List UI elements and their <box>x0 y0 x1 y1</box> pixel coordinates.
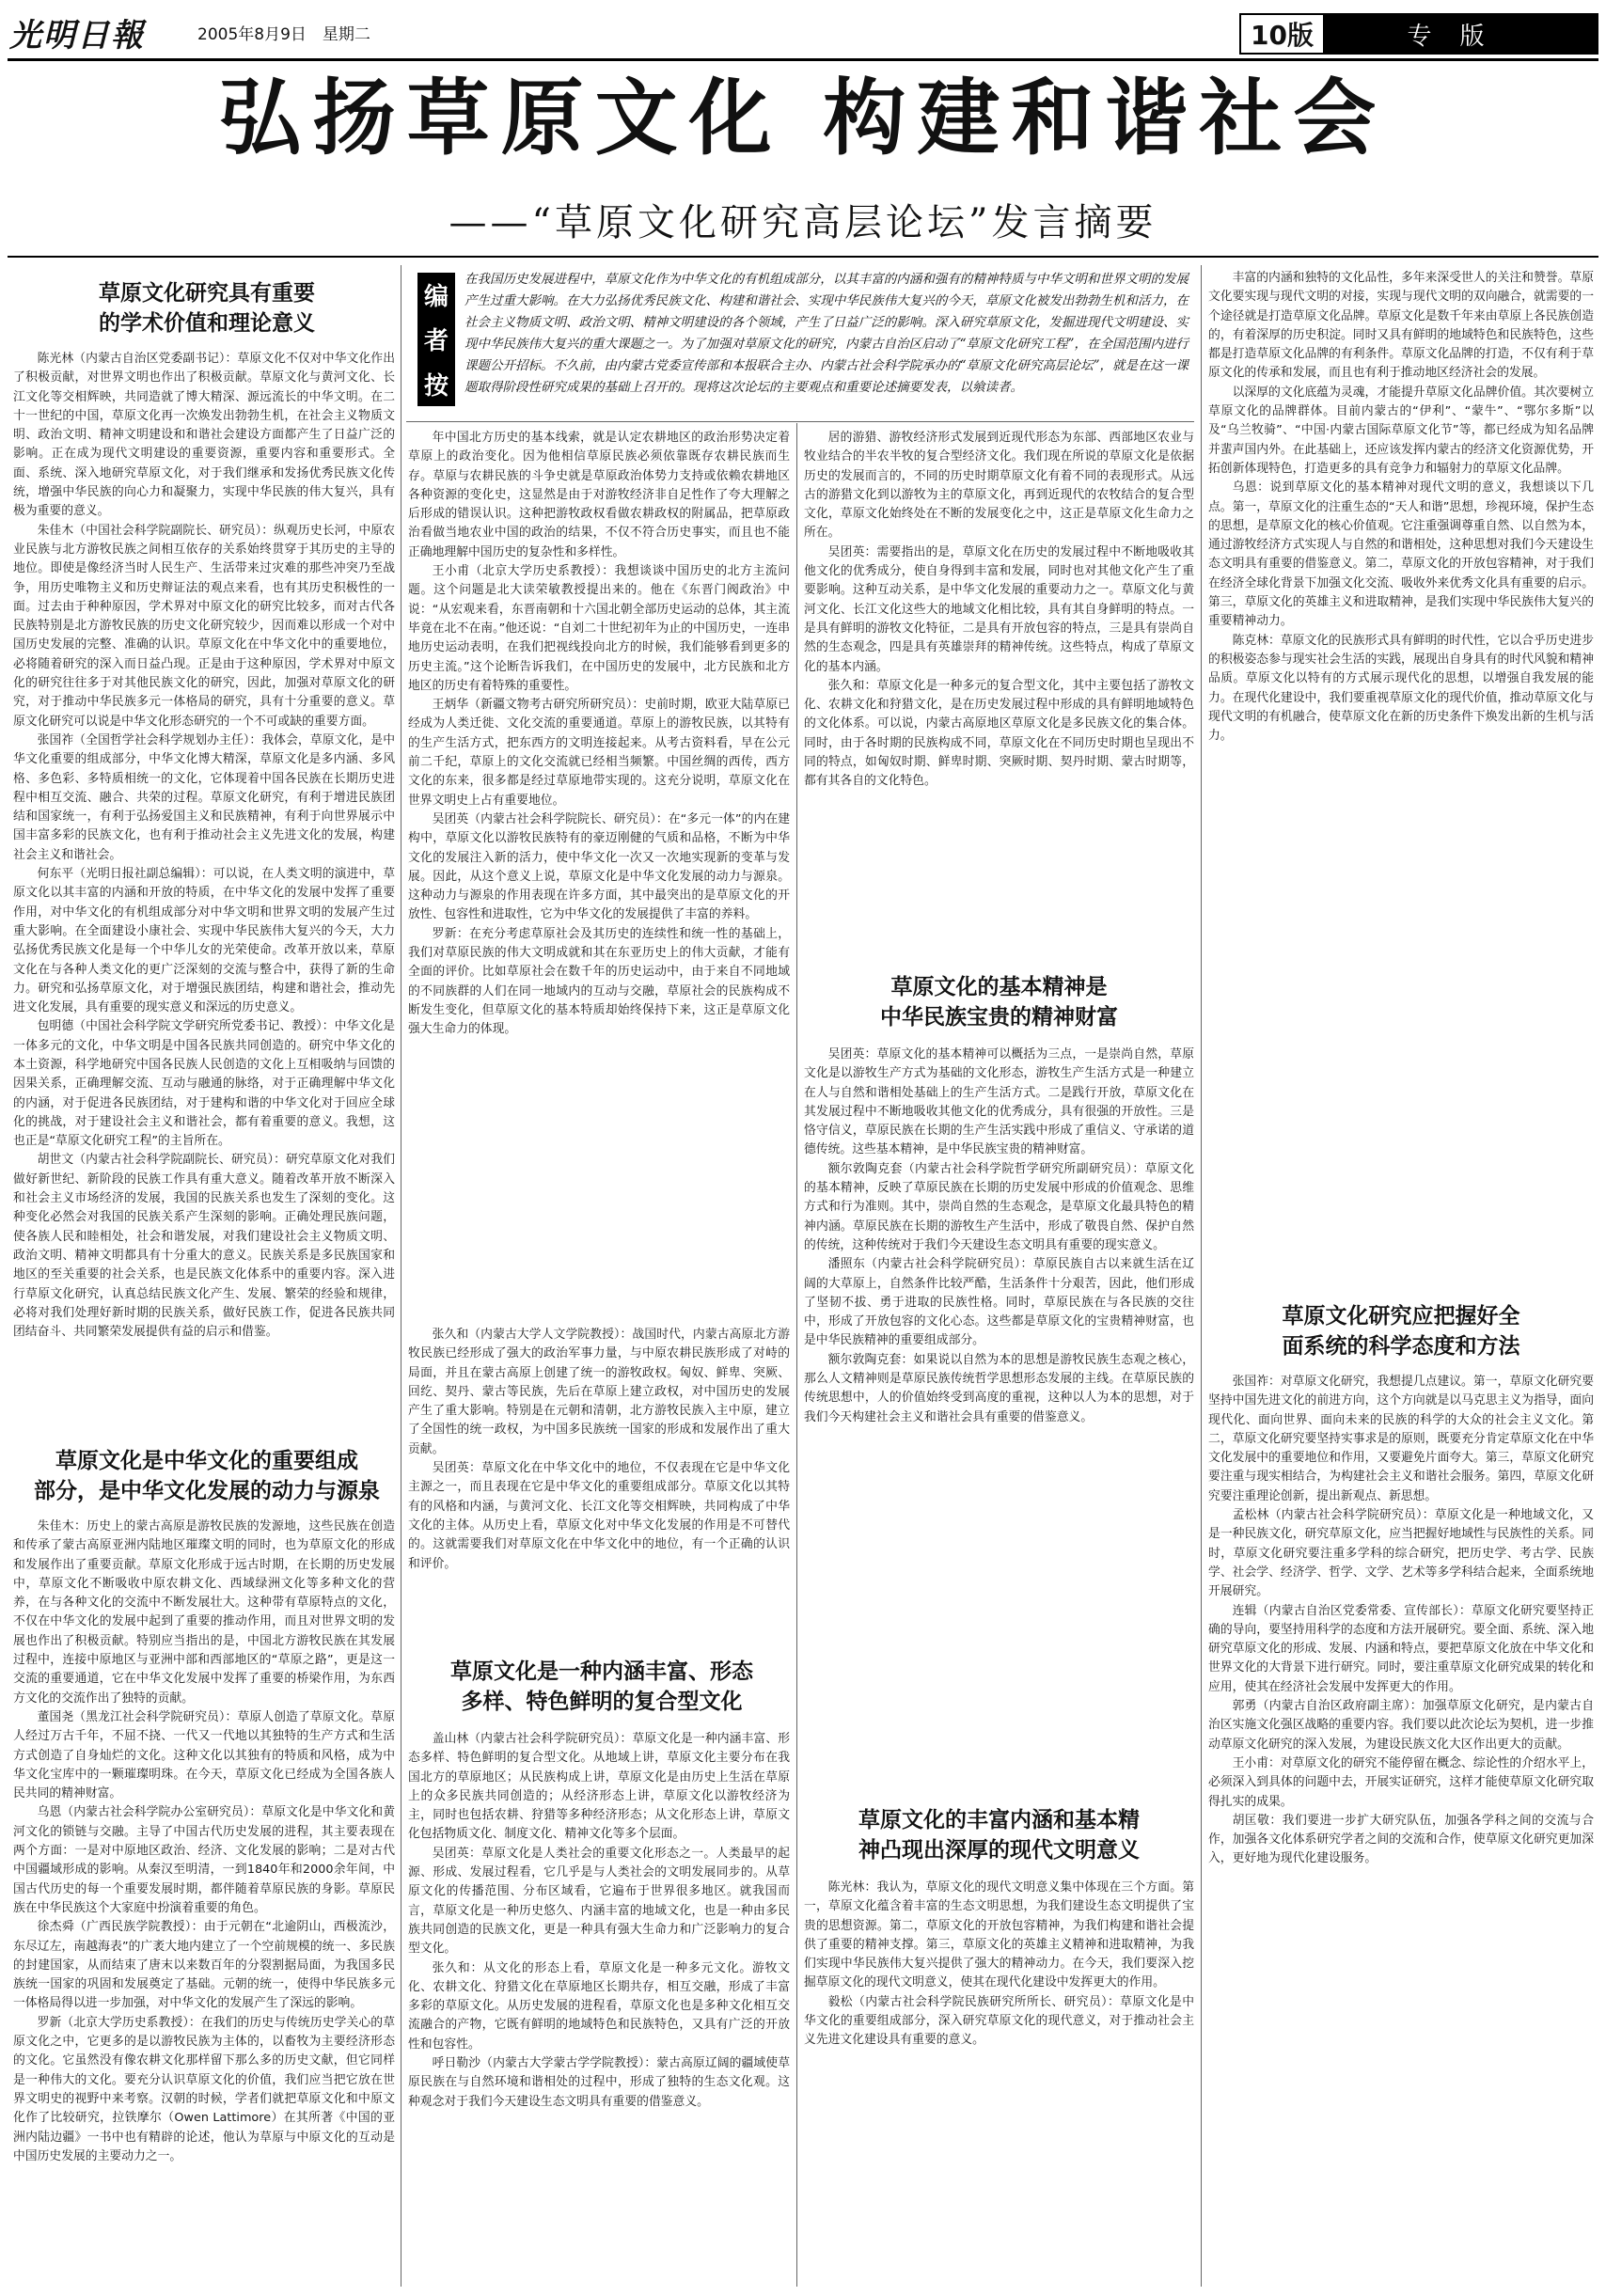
article-paragraph: 吴团英：需要指出的是，草原文化在历史的发展过程中不断地吸收其他文化的优秀成分，使自身得到丰富和发展，同时也对其他文化产生了重要影响。这种互动关系，是中华文化发展的重要动力之一。草原文化与黄河文化、长江文化这些大的地域文化相比较，具有其自身鲜明的特点。一是具有鲜明的游牧文化特征，二是具有开放包容的特点，三是具有崇尚自然的生态观念，四是具有英雄崇拜的精神传统。这些特点，构成了草原文化的基本内涵。 <box>804 544 1194 674</box>
article-paragraph: 额尔敦陶克套：如果说以自然为本的思想是游牧民族生态观之核心，那么人文精神则是草原民族传统哲学思想形态发展的主线。在草原民族的传统思想中，人的价值始终受到高度的重视，这种以人为本的思想，对于我们今天构建社会主义和谐社会具有重要的借鉴意义。 <box>804 1352 1194 1424</box>
article-paragraph: 朱佳木：历史上的蒙古高原是游牧民族的发源地，这些民族在创造和传承了蒙古高原亚洲内陆地区璀璨文明的同时，也为草原文化的形成和发展作出了重要贡献。草原文化形成于远古时期，在长期的历史发展中，草原文化不断吸收中原农耕文化、西域绿洲文化等多种文化的营养，在与各种文化的交流中不断发展壮大。这种带有草原特点的文化，不仅在中华文化的发展中起到了重要的推动作用，而且对世界文明的发展也作出了积极贡献。特别应当指出的是，中国北方游牧民族在其发展过程中，连接中原地区与亚洲中部和西部地区的“草原之路”，更是这一交流的重要通道，它在中华文化发展中发挥了重要的桥梁作用，为东西方文化的交流作出了独特的贡献。 <box>13 1519 395 1706</box>
article-paragraph: 额尔敦陶克套（内蒙古社会科学院哲学研究所副研究员）：草原文化的基本精神，反映了草原民族在长期的历史发展中形成的价值观念、思维方式和行为准则。其中，崇尚自然的生态观念，是草原文化最具特色的精神内涵。草原民族在长期的游牧生产生活中，形成了敬畏自然、保护自然的传统，这种传统对于我们今天建设生态文明具有重要的现实意义。 <box>804 1161 1194 1252</box>
article-paragraph: 吴团英：草原文化是人类社会的重要文化形态之一。人类最早的起源、形成、发展过程看，它几乎是与人类社会的文明发展同步的。从草原文化的传播范围、分布区域看，它遍布于世界很多地区。就我国而言，草原文化是一种历史悠久、内涵丰富的地域文化，也是一种由多民族共同创造的民族文化，更是一种具有强大生命力和广泛影响力的复合型文化。 <box>408 1846 790 1957</box>
article-paragraph: 王炳华（新疆文物考古研究所研究员）：史前时期，欧亚大陆草原已经成为人类迁徙、文化交流的重要通道。草原上的游牧民族，以其特有的生产生活方式，把东西方的文明连接起来。从考古资料看，早在公元前二千纪，草原上的文化交流就已经相当频繁。中国丝绸的西传，西方文化的东来，很多都是经过草原地带实现的。这充分说明，草原文化在世界文明史上占有重要地位。 <box>408 698 790 808</box>
article-paragraph: 吴团英：草原文化的基本精神可以概括为三点，一是崇尚自然，草原文化是以游牧生产方式为基础的文化形态，游牧生产生活方式是一种建立在人与自然和谐相处基础上的生产生活方式。二是践行开放，草原文化在其发展过程中不断地吸收其他文化的优秀成分，具有很强的开放性。三是恪守信义，草原民族在长期的生产生活实践中形成了重信义、守承诺的道德传统。这些基本精神，是中华民族宝贵的精神财富。 <box>804 1047 1194 1157</box>
section-heading: 草原文化是中华文化的重要组成 部分，是中华文化发展的动力与源泉 <box>34 1448 380 1503</box>
page-number: 10版 <box>1251 20 1314 51</box>
article-column <box>804 1046 1194 1788</box>
editor-note-text: 在我国历史发展进程中，草原文化作为中华文化的有机组成部分，以其丰富的内涵和强有的精神特质与中华文明和世界文明的发展产生过重大影响。在大力弘扬优秀民族文化、构建和谐社会、实现中华民族伟大复兴的今天，草原文化被发出勃勃生机和活力，在社会主义物质文明、政治文明、精神文明建设的各个领域，产生了日益广泛的影响。深入研究草原文化，发掘进现代文明建设、实现中华民族伟大复兴的重大课题之一。为了加强对草原文化的研究，内蒙古自治区启动了“草原文化研究工程”，在全国范围内进行课题公开招标。不久前，由内蒙古党委宣传部和本报联合主办、内蒙古社会科学院承办的“草原文化研究高层论坛”，就是在这一课题取得阶段性研究成果的基础上召开的。现将这次论坛的主要观点和重要论述摘要发表，以飨读者。 <box>464 272 1189 395</box>
article-paragraph: 郭勇（内蒙古自治区政府副主席）：加强草原文化研究，是内蒙古自治区实施文化强区战略的重要内容。我们要以此次论坛为契机，进一步推动草原文化研究的深入发展，为建设民族文化大区作出更大的贡献。 <box>1208 1699 1594 1752</box>
article-paragraph: 陈光林（内蒙古自治区党委副书记）：草原文化不仅对中华文化作出了积极贡献，对世界文明也作出了积极贡献。草原文化与黄河文化、长江文化等交相辉映，共同造就了博大精深、源远流长的中华文明。在二十一世纪的中国，草原文化再一次焕发出勃勃生机，在社会主义物质文明、政治文明、精神文明建设和和谐社会建设方面都产生了日益广泛的影响。正在成为现代文明建设的重要资源，重要内容和重要形式。全面、系统、深入地研究草原文化，对于我们继承和发扬优秀民族文化传统，增强中华民族的向心力和凝聚力，实现中华民族的伟大复兴，具有极为重要的意义。 <box>13 352 395 519</box>
article-paragraph: 徐杰舜（广西民族学院教授）：由于元朝在“北逾阴山，西极流沙，东尽辽左，南越海表”的广袤大地内建立了一个空前规模的统一、多民族的封建国家，从而结束了唐末以来数百年的分裂割据局面，为我国多民族统一国家的巩固和发展奠定了基础。元朝的统一，使得中华民族多元一体格局得以进一步加强，对中华文化的发展产生了深远的影响。 <box>13 1920 395 2011</box>
article-column <box>408 1326 790 1645</box>
article-column <box>13 1518 395 2287</box>
article-paragraph: 居的游猎、游牧经济形式发展到近现代形态为东部、西部地区农业与牧业结合的半农半牧的复合型经济文化。我们现在所说的草原文化是依据历史的发展而言的，不同的历史时期草原文化有着不同的表现形式。从远古的游猎文化到以游牧为主的草原文化，再到近现代的农牧结合的复合型文化，草原文化始终处在不断的发展变化之中，这正是草原文化生命力之所在。 <box>804 431 1194 541</box>
article-paragraph: 孟松林（内蒙古社会科学院研究员）：草原文化是一种地域文化，又是一种民族文化，研究草原文化，应当把握好地域性与民族性的关系。同时，草原文化研究要注重多学科的综合研究，把历史学、考古学、民族学、社会学、经济学、哲学、文学、艺术等多学科结合起来，全面系统地开展研究。 <box>1208 1508 1594 1599</box>
article-paragraph: 朱佳木（中国社会科学院副院长、研究员）：纵观历史长河，中原农业民族与北方游牧民族之间相互依存的关系始终贯穿于其历史的主导的地位。即使是像经济当时人民生产、生活带来过灾难的那些冲突乃至战争，用历史唯物主义和历史辩证法的观点来看，也有其历史积极性的一面。过去由于种种原因，学术界对中原文化的研究比较多，而对古代各民族特别是北方游牧民族的历史文化研究较少，因而难以形成一个对中国历史发展的完整、准确的认识。草原文化在中华文化中的重要地位，必将随着研究的深入而日益凸现。正是由于这种原因，学术界对中原文化的研究往往多于对其他民族文化的研究，因此，加强对草原文化的研究，对于推动中华民族多元一体格局的研究，具有十分重要的意义。草原文化研究可以说是中华文化形态研究的一个不可或缺的重要方面。 <box>13 523 395 729</box>
article-paragraph: 盖山林（内蒙古社会科学院研究员）：草原文化是一种内涵丰富、形态多样、特色鲜明的复合型文化。从地域上讲，草原文化主要分布在我国北方的草原地区；从民族构成上讲，草原文化是由历史上生活在草原上的众多民族共同创造的；从经济形态上讲，草原文化以游牧经济为主，同时也包括农耕、狩猎等多种经济形态；从文化形态上讲，草原文化包括物质文化、制度文化、精神文化等多个层面。 <box>408 1732 790 1842</box>
column-rule <box>1201 265 1202 2287</box>
column-rule <box>796 423 797 2287</box>
article-paragraph: 张久和：从文化的形态上看，草原文化是一种多元文化。游牧文化、农耕文化、狩猎文化在草原地区长期共存，相互交融，形成了丰富多彩的草原文化。从历史发展的进程看，草原文化也是多种文化相互交流融合的产物，它既有鲜明的地域特色和民族特色，又具有广泛的开放性和包容性。 <box>408 1960 790 2052</box>
article-paragraph: 毅松（内蒙古社会科学院民族研究所所长、研究员）：草原文化是中华文化的重要组成部分，深入研究草原文化的现代意义，对于推动社会主义先进文化建设具有重要的意义。 <box>804 1994 1194 2048</box>
note-tag-char: 者 <box>423 327 449 356</box>
article-column <box>408 429 790 1322</box>
masthead-rule <box>8 58 1598 61</box>
article-paragraph: 王小甫：对草原文化的研究不能停留在概念、综论性的介绍水平上，必须深入到具体的问题中去，开展实证研究，这样才能使草原文化研究取得扎实的成果。 <box>1208 1755 1594 1809</box>
article-paragraph: 陈光林：我认为，草原文化的现代文明意义集中体现在三个方面。第一，草原文化蕴含着丰富的生态文明思想，为我们建设生态文明提供了宝贵的思想资源。第二，草原文化的开放包容精神，为我们构建和谐社会提供了重要的精神支撑。第三，草原文化的英雄主义精神和进取精神，为我们实现中华民族伟大复兴提供了强大的精神动力。在今天，我们要深入挖掘草原文化的现代文明意义，使其在现代化建设中发挥更大的作用。 <box>804 1880 1194 1990</box>
page-headline: 弘扬草原文化 构建和谐社会 <box>218 69 1388 166</box>
article-paragraph: 张久和（内蒙古大学人文学院教授）：战国时代，内蒙古高原北方游牧民族已经形成了强大的政治军事力量，与中原农耕民族形成了对峙的局面，并且在蒙古高原上创建了统一的游牧政权。匈奴、鲜卑、突厥、回纥、契丹、蒙古等民族，先后在草原上建立政权，对中国历史的发展产生了重大影响。特别是在元朝和清朝，北方游牧民族入主中原，建立了全国性的统一政权，为中国多民族统一国家的形成和发展作出了重大贡献。 <box>408 1328 790 1456</box>
note-tag-char: 编 <box>423 283 449 312</box>
note-rule <box>406 421 1194 422</box>
article-column <box>804 1879 1194 2287</box>
article-paragraph: 董国尧（黑龙江社会科学院研究员）：草原人创造了草原文化。草原人经过万古千年，不屈不挠、一代又一代地以其独特的生产方式和生活方式创造了自身灿烂的文化。这种文化以其独有的特质和风格，成为中华文化宝库中的一颗璀璨明珠。在今天，草原文化已经成为全国各族人民共同的精神财富。 <box>13 1709 395 1801</box>
article-paragraph: 张久和：草原文化是一种多元的复合型文化，其中主要包括了游牧文化、农耕文化和狩猎文化，是在历史发展过程中形成的具有鲜明地域特色的文化体系。可以说，内蒙古高原地区草原文化是多民族文化的集合体。同时，由于各时期的民族构成不同，草原文化在不同历史时期也呈现出不同的特点，如匈奴时期、鲜卑时期、突厥时期、契丹时期、蒙古时期等，都有其各自的文化特色。 <box>804 678 1194 789</box>
article-column <box>408 1730 790 2287</box>
article-paragraph: 潘照东（内蒙古社会科学院研究员）：草原民族自古以来就生活在辽阔的大草原上，自然条件比较严酷，生活条件十分艰苦，因此，他们形成了坚韧不拔、勇于进取的民族性格。同时，草原民族在与各民族的交往中，形成了开放包容的文化心态。这些都是草原文化的宝贵精神财富，也是中华民族精神的重要组成部分。 <box>804 1257 1194 1348</box>
article-paragraph: 乌恩：说到草原文化的基本精神对现代文明的意义，我想谈以下几点。第一，草原文化的注重生态的“天人和谐”思想，珍视环境，保护生态的思想，是草原文化的核心价值观。它注重强调尊重自然、以自然为本，通过游牧经济方式实现人与自然的和谐相处，这种思想对我们今天建设生态文明具有重要的借鉴意义。第二，草原文化的开放包容精神，对于我们在经济全球化背景下加强文化交流、吸收外来优秀文化具有重要的启示。第三，草原文化的英雄主义和进取精神，是我们实现中华民族伟大复兴的重要精神动力。 <box>1208 480 1594 629</box>
article-column <box>1208 269 1594 1277</box>
page-banner <box>1239 13 1598 55</box>
section-heading: 草原文化研究应把握好全 面系统的科学态度和方法 <box>1282 1303 1520 1359</box>
article-paragraph: 丰富的内涵和独特的文化品性，多年来深受世人的关注和赞誉。草原文化要实现与现代文明的对接，实现与现代文明的双向融合，就需要的一个途径就是打造草原文化品牌。草原文化是数千年来由草原上各民族创造的，有着深厚的历史积淀。同时又具有鲜明的地域特色和民族特色，这些都是打造草原文化品牌的有利条件。草原文化品牌的打造，不仅有利于草原文化的传承和发展，而且也有利于推动地区经济社会的发展。 <box>1208 271 1594 381</box>
section-heading: 草原文化的基本精神是 中华民族宝贵的精神财富 <box>880 974 1118 1030</box>
article-paragraph: 包明德（中国社会科学院文学研究所党委书记、教授）：中华文化是一体多元的文化，中华文明是中国各民族共同创造的。研究中华文化的本土资源，科学地研究中国各民族人民创造的文化上互相吸纳与回馈的因果关系，正确理解交流、互动与融通的脉络，对于正确理解中华文化的内涵，对于促进各民族团结，对于建构和谐的中华文化对于回应全球化的挑战，对于建设社会主义和谐社会，都有着重要的意义。我想，这也正是“草原文化研究工程”的主旨所在。 <box>13 1019 395 1149</box>
article-paragraph: 罗新：在充分考虑草原社会及其历史的连续性和统一性的基础上，我们对草原民族的伟大文明成就和其在东亚历史上的伟大贡献，才能有全面的评价。比如草原社会在数千年的历史运动中，由于来自不同地域的不同族群的人们在同一地域内的互动与交融，草原社会的民族构成不断发生变化，但草原文化的基本特质却始终保持下来，这正是草原文化强大生命力的体现。 <box>408 926 790 1037</box>
article-column <box>804 429 1194 955</box>
note-tag-char: 按 <box>423 371 449 401</box>
section-heading: 草原文化研究具有重要 的学术价值和理论意义 <box>99 280 315 336</box>
article-paragraph: 王小甫（北京大学历史系教授）：我想谈谈中国历史的北方主流问题。这个问题是北大读荣敏教授提出来的。他在《东晋门阀政治》中说：“从宏观来看，东晋南朝和十六国北朝全部历史运动的总体，其主流毕竟在北不在南。”他还说：“自刘二十世纪初年为止的中国历史，一连串地历史运动表明，在我们把视线投向北方的时候，我们能够看到更多的历史主流。”这个论断告诉我们，在中国历史的发展中，北方民族和北方地区的历史有着特殊的重要性。 <box>408 564 790 693</box>
article-paragraph: 乌恩（内蒙古社会科学院办公室研究员）：草原文化是中华文化和黄河文化的锁链与交融。主导了中国古代历史发展的进程，其主要表现在两个方面：一是对中原地区政治、经济、文化发展的影响；二是对古代中国疆域形成的影响。从秦汉至明清，一到1840年和2000余年间，中国古代历史的每一个重要发展时期，都伴随着草原民族的身影。草原民族在中华民族这个大家庭中扮演着重要的角色。 <box>13 1805 395 1915</box>
article-paragraph: 罗新（北京大学历史系教授）：在我们的历史与传统历史学关心的草原文化之中，它更多的是以游牧民族为主体的，以畜牧为主要经济形态的文化。它虽然没有像农耕文化那样留下那么多的历史文献，但它同样是一种伟大的文化。要充分认识草原文化的价值，我们应当把它放在世界文明史的视野中来考察。汉朝的时候，学者们就把草原文化和中原文化作了比较研究，拉铁摩尔（Owen Lattimore）在其所著《中国的亚洲内陆边疆》一书中也有精辟的论述，他认为草原与中原文化的互动是中国历史发展的主要动力之一。 <box>13 2015 395 2163</box>
article-paragraph: 陈克林：草原文化的民族形式具有鲜明的时代性，它以合乎历史进步的积极姿态参与现实社会生活的实践，展现出自身具有的时代风貌和精神品质。草原文化以特有的方式展示现代化的思想，以增强自我发展的能力。在现代化建设中，我们要重视草原文化的现代价值，推动草原文化与现代文明的有机融合，使草原文化在新的历史条件下焕发出新的生机与活力。 <box>1208 633 1594 744</box>
article-column <box>1208 1373 1594 2287</box>
page-subheadline: ——“草原文化研究高层论坛”发言摘要 <box>449 201 1157 244</box>
column-rule <box>401 265 402 2287</box>
newspaper-logo: 光明日報 <box>9 17 145 55</box>
headline-rule <box>8 256 1598 258</box>
article-paragraph: 何东平（光明日报社副总编辑）：可以说，在人类文明的演进中，草原文化以其丰富的内涵和开放的特质，在中华文化的发展中发挥了重要作用，对中华文化的有机组成部分对中华文明和世界文明的发展产生过重大影响。在全面建设小康社会、实现中华民族伟大复兴的今天，大力弘扬优秀民族文化是每一个中华儿女的光荣使命。改革开放以来，草原文化在与各种人类文化的更广泛深刻的交流与整合中，获得了新的生命力。研究和弘扬草原文化，对于增强民族团结，构建和谐社会，推动先进文化发展，具有重要的现实意义和深远的历史意义。 <box>13 867 395 1015</box>
article-paragraph: 胡匡敬：我们要进一步扩大研究队伍，加强各学科之间的交流与合作，加强各文化体系研究学者之间的交流和合作，使草原文化研究更加深入，更好地为现代化建设服务。 <box>1208 1813 1594 1866</box>
article-paragraph: 年中国北方历史的基本线索，就是认定农耕地区的政治形势决定着草原上的政治变化。因为他相信草原民族必须依靠既存农耕民族而生存。草原与农耕民族的斗争史就是草原政治体势力支持或依赖农耕地区各种资源的变化史，这显然是由于对游牧经济非自足性作了夸大理解之后形成的错误认识。这种把游牧政权看做农耕政权的附属品，把草原政治看做当地农业中国的政治的结果，不仅不符合历史事实，而且也不能正确地理解中国历史的复杂性和多样性。 <box>408 431 790 559</box>
editor-note-tag <box>417 273 455 406</box>
article-paragraph: 胡世文（内蒙古社会科学院副院长、研究员）：研究草原文化对我们做好新世纪、新阶段的民族工作具有重大意义。随着改革开放不断深入和社会主义市场经济的发展，我国的民族关系也发生了深刻的变化。这种变化必然会对我国的民族关系产生深刻的影响。正确处理民族问题，使各族人民和睦相处，社会和谐发展，对我们建设社会主义物质文明、政治文明、精神文明都具有十分重大的意义。民族关系是多民族国家和地区的至关重要的社会关系，也是民族文化体系中的重要内容。深入进行草原文化研究，认真总结民族文化产生、发展、繁荣的经验和规律，必将对我们处理好新时期的民族关系，做好民族工作，促进各民族共同团结奋斗、共同繁荣发展提供有益的启示和借鉴。 <box>13 1153 395 1340</box>
article-paragraph: 张国祚（全国哲学社会科学规划办主任）：我体会，草原文化，是中华文化重要的组成部分，中华文化博大精深，草原文化是多内涵、多风格、多色彩、多特质相统一的文化，它体现着中国各民族在长期历史进程中相互交流、融合、共荣的过程。草原文化研究，有利于增进民族团结和国家统一，有利于弘扬爱国主义和民族精神，有利于向世界展示中国丰富多彩的民族文化，也有利于推动社会主义先进文化的发展，构建社会主义和谐社会。 <box>13 732 395 862</box>
article-paragraph: 吴团英：草原文化在中华文化中的地位，不仅表现在它是中华文化主源之一，而且表现在它是中华文化的重要组成部分。草原文化以其特有的风格和内涵，与黄河文化、长江文化等交相辉映，共同构成了中华文化的主体。从历史上看，草原文化对中华文化发展的作用是不可替代的。这就需要我们对草原文化在中华文化中的地位，有一个正确的认识和评价。 <box>408 1461 790 1571</box>
issue-date: 2005年8月9日 星期二 <box>197 25 370 44</box>
article-paragraph: 以深厚的文化底蕴为灵魂，才能提升草原文化品牌价值。其次要树立草原文化的品牌群体。目前内蒙古的“伊利”、“蒙牛”、“鄂尔多斯”以及“乌兰牧骑”、“中国·内蒙古国际草原文化节”等，都已经成为知名品牌并蜚声国内外。在此基础上，还应该发挥内蒙古的经济文化资源优势，开拓创新体现特色，打造更多的具有竞争力和辐射力的草原文化品牌。 <box>1208 385 1594 476</box>
section-heading: 草原文化的丰富内涵和基本精 神凸现出深厚的现代文明意义 <box>858 1807 1140 1863</box>
section-label: 专版 <box>1323 15 1597 53</box>
section-heading: 草原文化是一种内涵丰富、形态 多样、特色鲜明的复合型文化 <box>450 1659 753 1714</box>
article-paragraph: 连辑（内蒙古自治区党委常委、宣传部长）：草原文化研究要坚持正确的导向，要坚持用科学的态度和方法开展研究。要全面、系统、深入地研究草原文化的形成、发展、内涵和特点，要把草原文化放在中华文化和世界文化的大背景下进行研究。同时，要注重草原文化研究成果的转化和应用，使其在经济社会发展中发挥更大的作用。 <box>1208 1603 1594 1694</box>
article-column <box>13 350 395 1431</box>
article-paragraph: 张国祚：对草原文化研究，我想提几点建议。第一，草原文化研究要坚持中国先进文化的前进方向，这个方向就是以马克思主义为指导，面向现代化、面向世界、面向未来的民族的科学的大众的社会主义文化。第二，草原文化研究要坚持实事求是的原则，既要充分肯定草原文化在中华文化发展中的重要地位和作用，又要避免片面夸大。第三，草原文化研究要注重与现实相结合，为构建社会主义和谐社会服务。第四，草原文化研究要注重理论创新，提出新观点、新思想。 <box>1208 1375 1594 1503</box>
article-paragraph: 吴团英（内蒙古社会科学院院长、研究员）：在“多元一体”的内在建构中，草原文化以游牧民族特有的豪迈刚健的气质和品格，不断为中华文化的发展注入新的活力，使中华文化一次又一次地实现新的变革与发展。因此，从这个意义上说，草原文化是中华文化发展的动力与源泉。这种动力与源泉的作用表现在许多方面，其中最突出的是草原文化的开放性、包容性和进取性，它为中华文化的发展提供了丰富的养料。 <box>408 811 790 922</box>
article-paragraph: 呼日勒沙（内蒙古大学蒙古学学院教授）：蒙古高原辽阔的疆域使草原民族在与自然环境和谐相处的过程中，形成了独特的生态文化观。这种观念对于我们今天建设生态文明具有重要的借鉴意义。 <box>408 2056 790 2109</box>
